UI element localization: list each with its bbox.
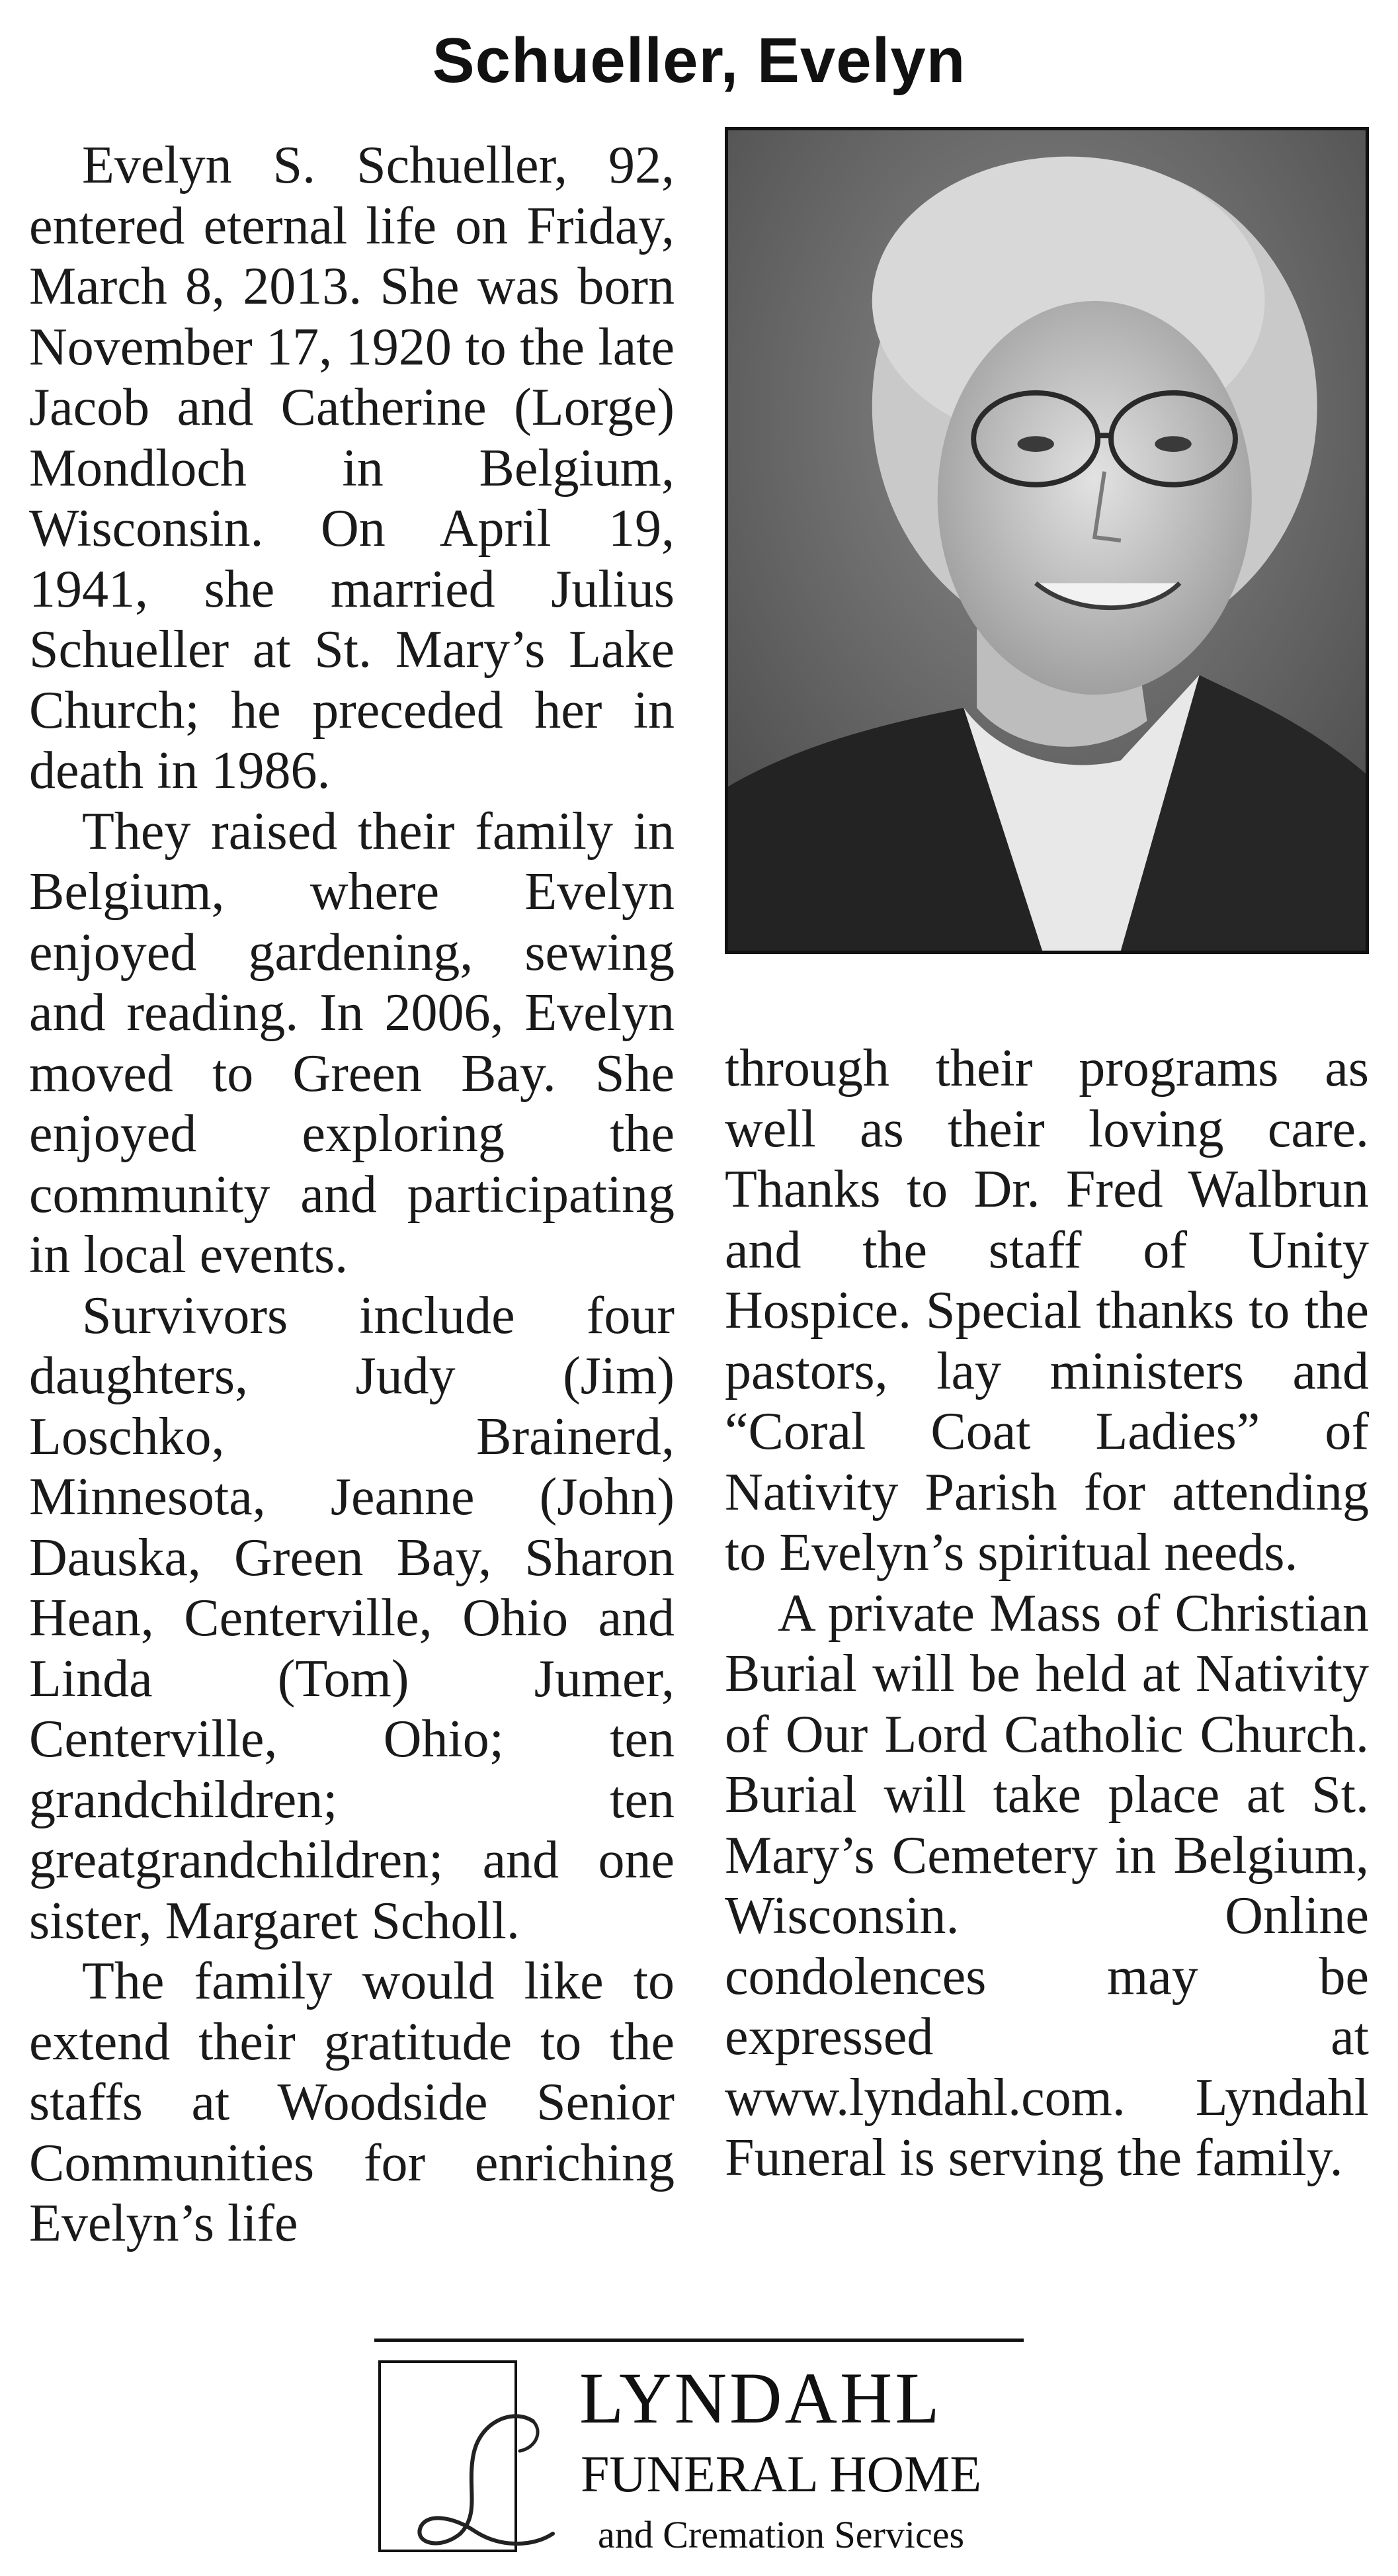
logo-brand-name: LYNDAHL — [579, 2358, 942, 2438]
paragraph-survivors: Survivors include four daughters, Judy (Jim) Loschko, Brainerd, Minnesota, Jeanne (John) Dauska, Green Bay, Sharon Hean, Centerville, Ohio and Linda (Tom) Jumer, Centerville, Ohio; ten grandchildren; ten greatgrandchildren; and one sister, Margaret Scholl. — [29, 1286, 675, 1950]
obituary-headline: Schueller, Evelyn — [432, 25, 966, 96]
logo-tagline: and Cremation Services — [597, 2513, 965, 2556]
paragraph-services: A private Mass of Christian Burial will be held at Nativity of Our Lord Catholic Church. Burial will take place at St. Mary’s Cemetery in Belgium, Wisconsin. Online condolences may be expressed at www.lyndahl.com. Lyndahl Funeral is serving the family. — [725, 1584, 1369, 2187]
left-text-column — [29, 136, 675, 2254]
portrait-photo — [725, 127, 1369, 954]
paragraph-gratitude-end: through their programs as well as their loving care. Thanks to Dr. Fred Walbrun and the staff of Unity Hospice. Special thanks to the pastors, lay ministers and “Coral Coat Ladies” of Nativity Parish for attending to Evelyn’s spiritual needs. — [725, 1039, 1369, 1582]
logo-divider — [374, 2339, 1024, 2342]
paragraph-family-life: They raised their family in Belgium, where Evelyn enjoyed gardening, sewing and reading. In 2006, Evelyn moved to Green Bay. She enjoyed exploring the community and participating in local events. — [29, 802, 675, 1284]
paragraph-biography: Evelyn S. Schueller, 92, entered eternal life on Friday, March 8, 2013. She was born November 17, 1920 to the late Jacob and Catherine (Lorge) Mondloch in Belgium, Wisconsin. On April 19, 1941, she married Julius Schueller at St. Mary’s Lake Church; he preceded her in death in 1986. — [29, 136, 675, 800]
paragraph-gratitude-start: The family would like to extend their gratitude to the staffs at Woodside Senior Communities for enriching Evelyn’s life — [29, 1952, 675, 2253]
funeral-home-logo — [374, 2355, 1024, 2567]
logo-subtitle: FUNERAL HOME — [581, 2445, 981, 2503]
right-text-column — [725, 1039, 1369, 2189]
